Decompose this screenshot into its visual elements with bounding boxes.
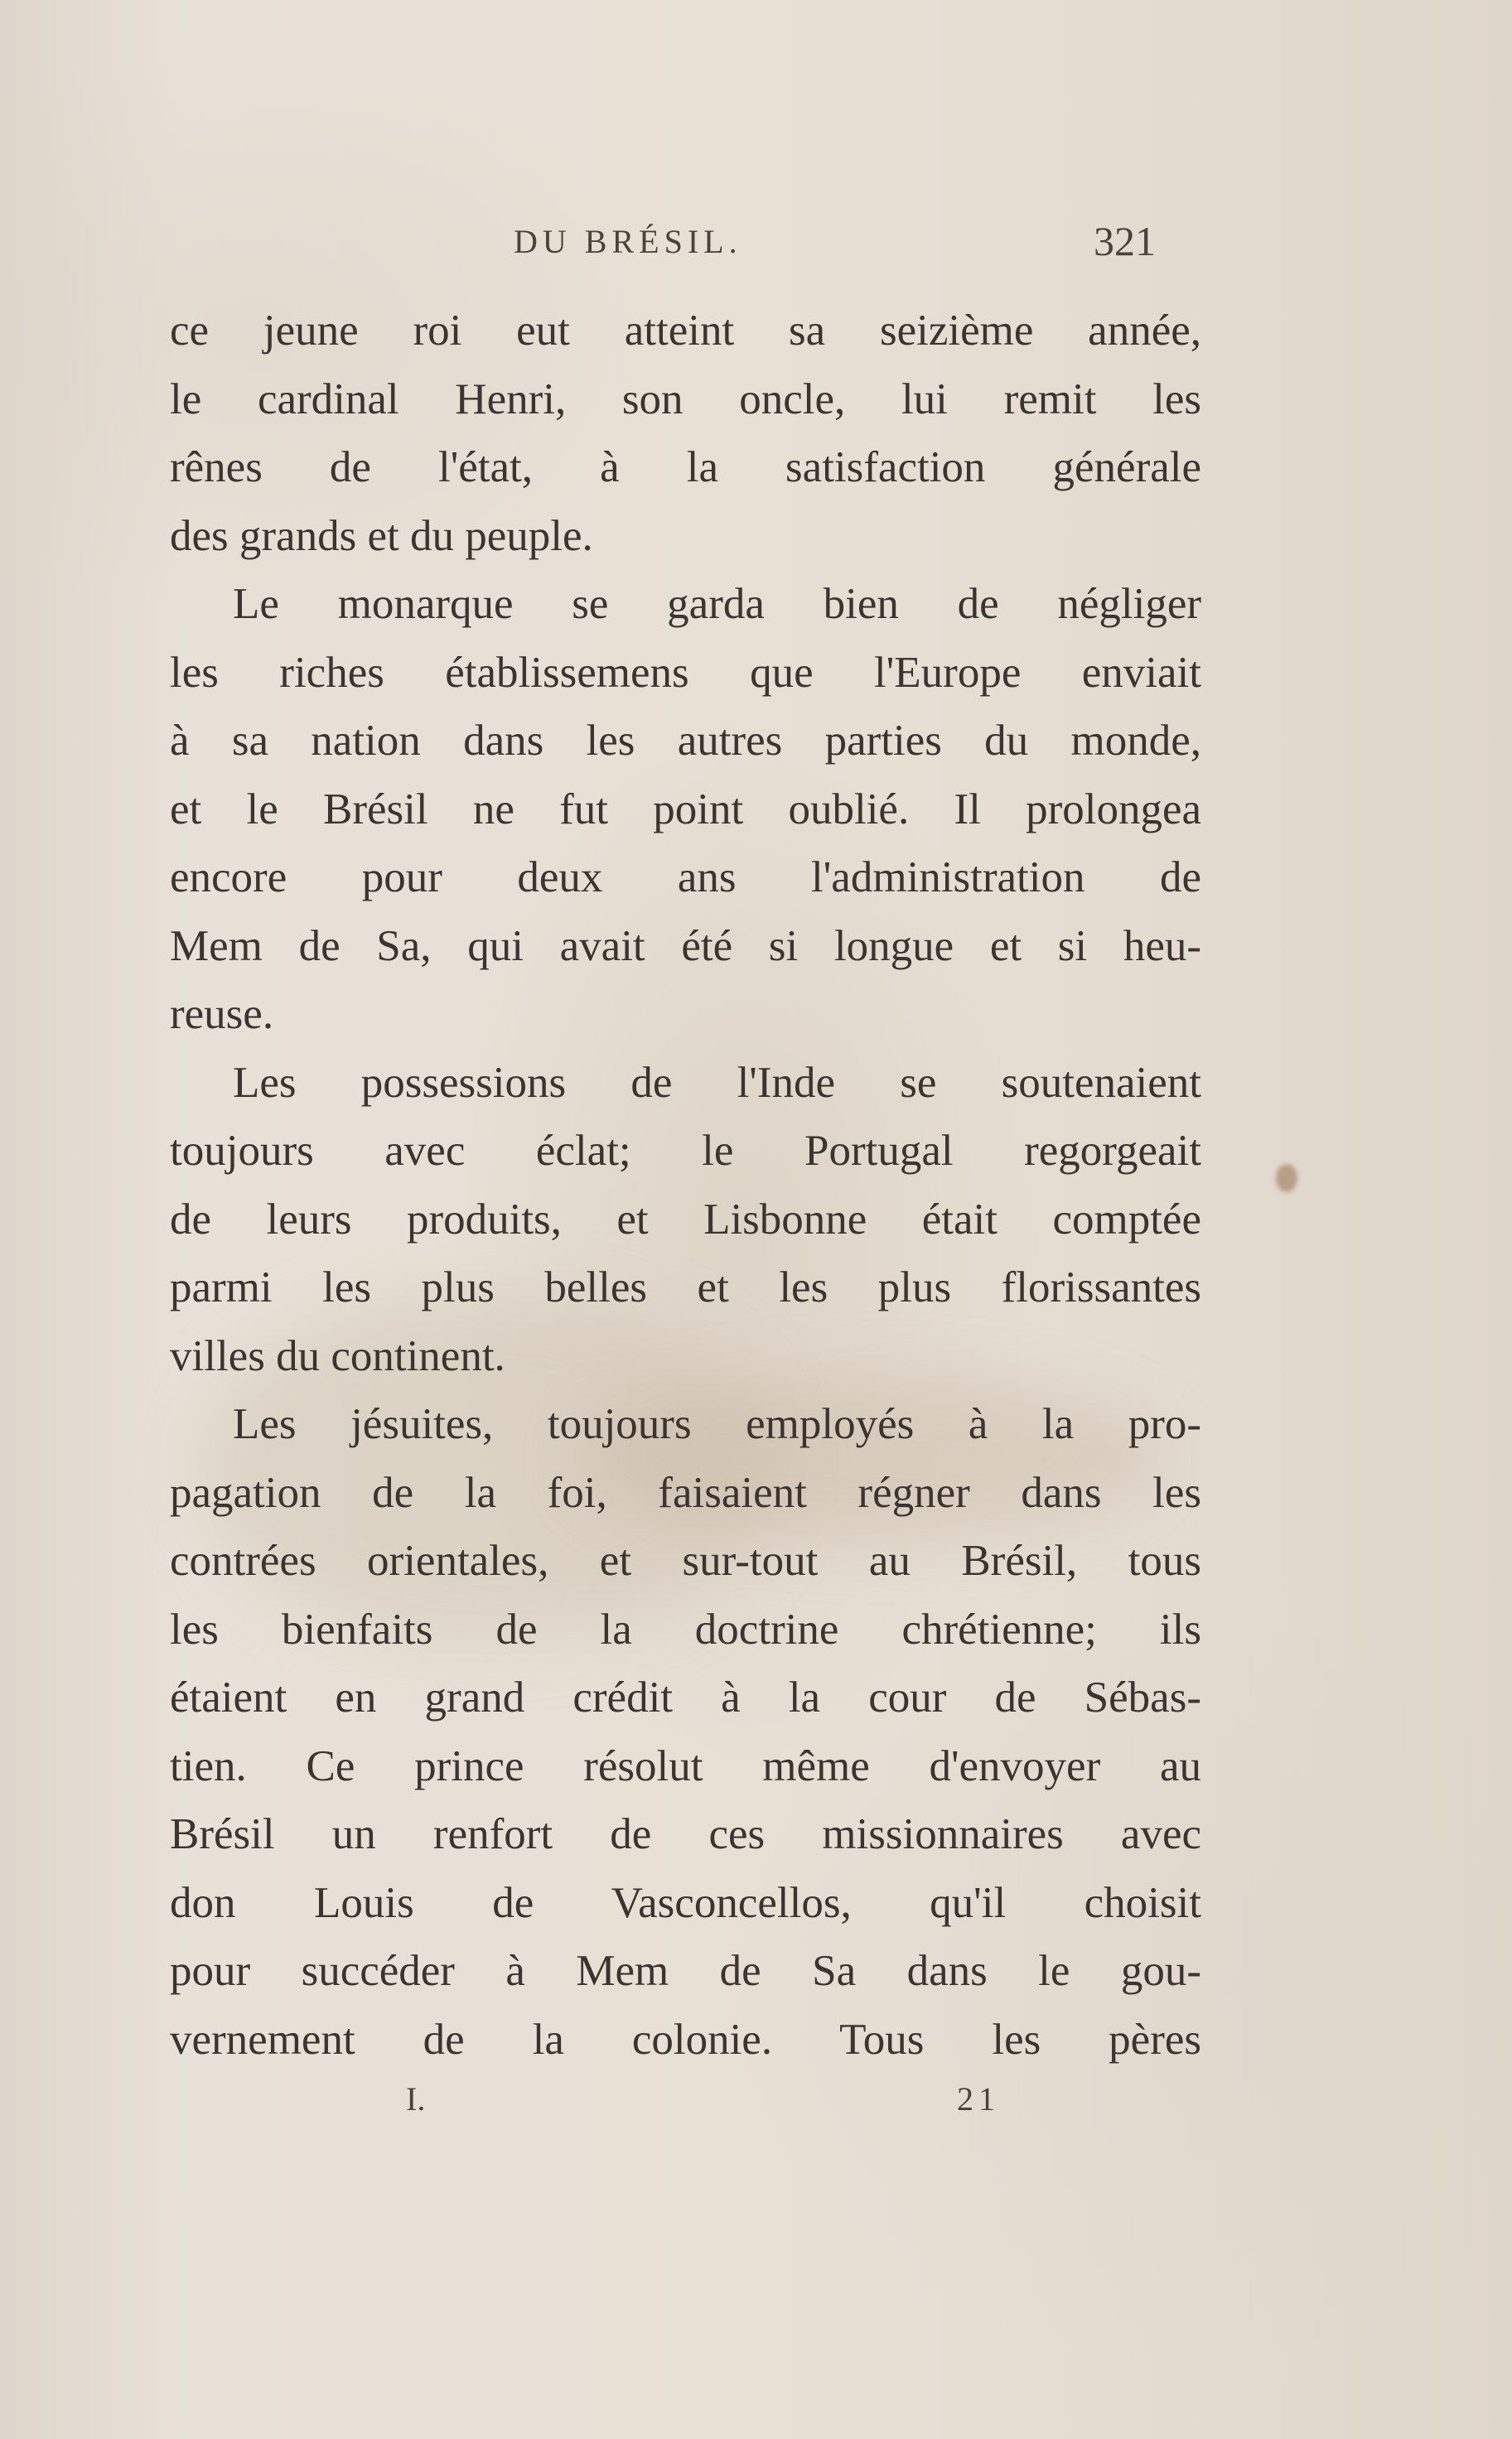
text-line: Les jésuites, toujours employés à la pro- <box>233 1400 1201 1448</box>
text-line: Les possessions de l'Inde se soutenaient <box>233 1058 1201 1107</box>
text-line: de leurs produits, et Lisbonne était comptée <box>170 1195 1201 1244</box>
text-line: contrées orientales, et sur-tout au Brésil, tous <box>170 1537 1201 1585</box>
text-line: parmi les plus belles et les plus florissantes <box>170 1263 1201 1311</box>
text-line: encore pour deux ans l'administration de <box>170 853 1201 901</box>
text-line: don Louis de Vasconcellos, qu'il choisit <box>170 1878 1201 1927</box>
text-line: pagation de la foi, faisaient régner dans les <box>170 1468 1201 1517</box>
text-line: les bienfaits de la doctrine chrétienne; ils <box>170 1605 1201 1654</box>
text-line: vernement de la colonie. Tous les pères <box>170 2015 1201 2064</box>
running-title: DU BRÉSIL. <box>514 223 742 260</box>
text-line: ce jeune roi eut atteint sa seizième année, <box>170 307 1201 355</box>
text-line: pour succéder à Mem de Sa dans le gou- <box>170 1947 1201 1995</box>
text-line: villes du continent. <box>170 1331 505 1380</box>
text-line: toujours avec éclat; le Portugal regorgeait <box>170 1127 1201 1175</box>
text-line: reuse. <box>170 990 274 1038</box>
page-number: 321 <box>1094 218 1156 264</box>
text-line: et le Brésil ne fut point oublié. Il prolongea <box>170 785 1201 833</box>
ink-spot <box>1276 1164 1297 1192</box>
text-line: des grands et du peuple. <box>170 511 593 560</box>
text-line: le cardinal Henri, son oncle, lui remit les <box>170 374 1201 423</box>
page-footer <box>166 2079 1201 2129</box>
text-line: Mem de Sa, qui avait été si longue et si heu- <box>170 921 1201 970</box>
text-line: Le monarque se garda bien de négliger <box>233 580 1201 628</box>
body-text <box>170 297 1201 2074</box>
text-line: étaient en grand crédit à la cour de Sébas- <box>170 1673 1201 1722</box>
page-header <box>166 218 1201 272</box>
text-line: rênes de l'état, à la satisfaction générale <box>170 443 1201 491</box>
text-line: les riches établissemens que l'Europe enviait <box>170 648 1201 697</box>
text-line: Brésil un renfort de ces missionnaires avec <box>170 1810 1201 1858</box>
text-line: à sa nation dans les autres parties du monde, <box>170 717 1201 765</box>
signature-mark: I. <box>406 2080 426 2118</box>
text-line: tien. Ce prince résolut même d'envoyer au <box>170 1741 1201 1790</box>
signature-number: 21 <box>957 2080 1000 2118</box>
